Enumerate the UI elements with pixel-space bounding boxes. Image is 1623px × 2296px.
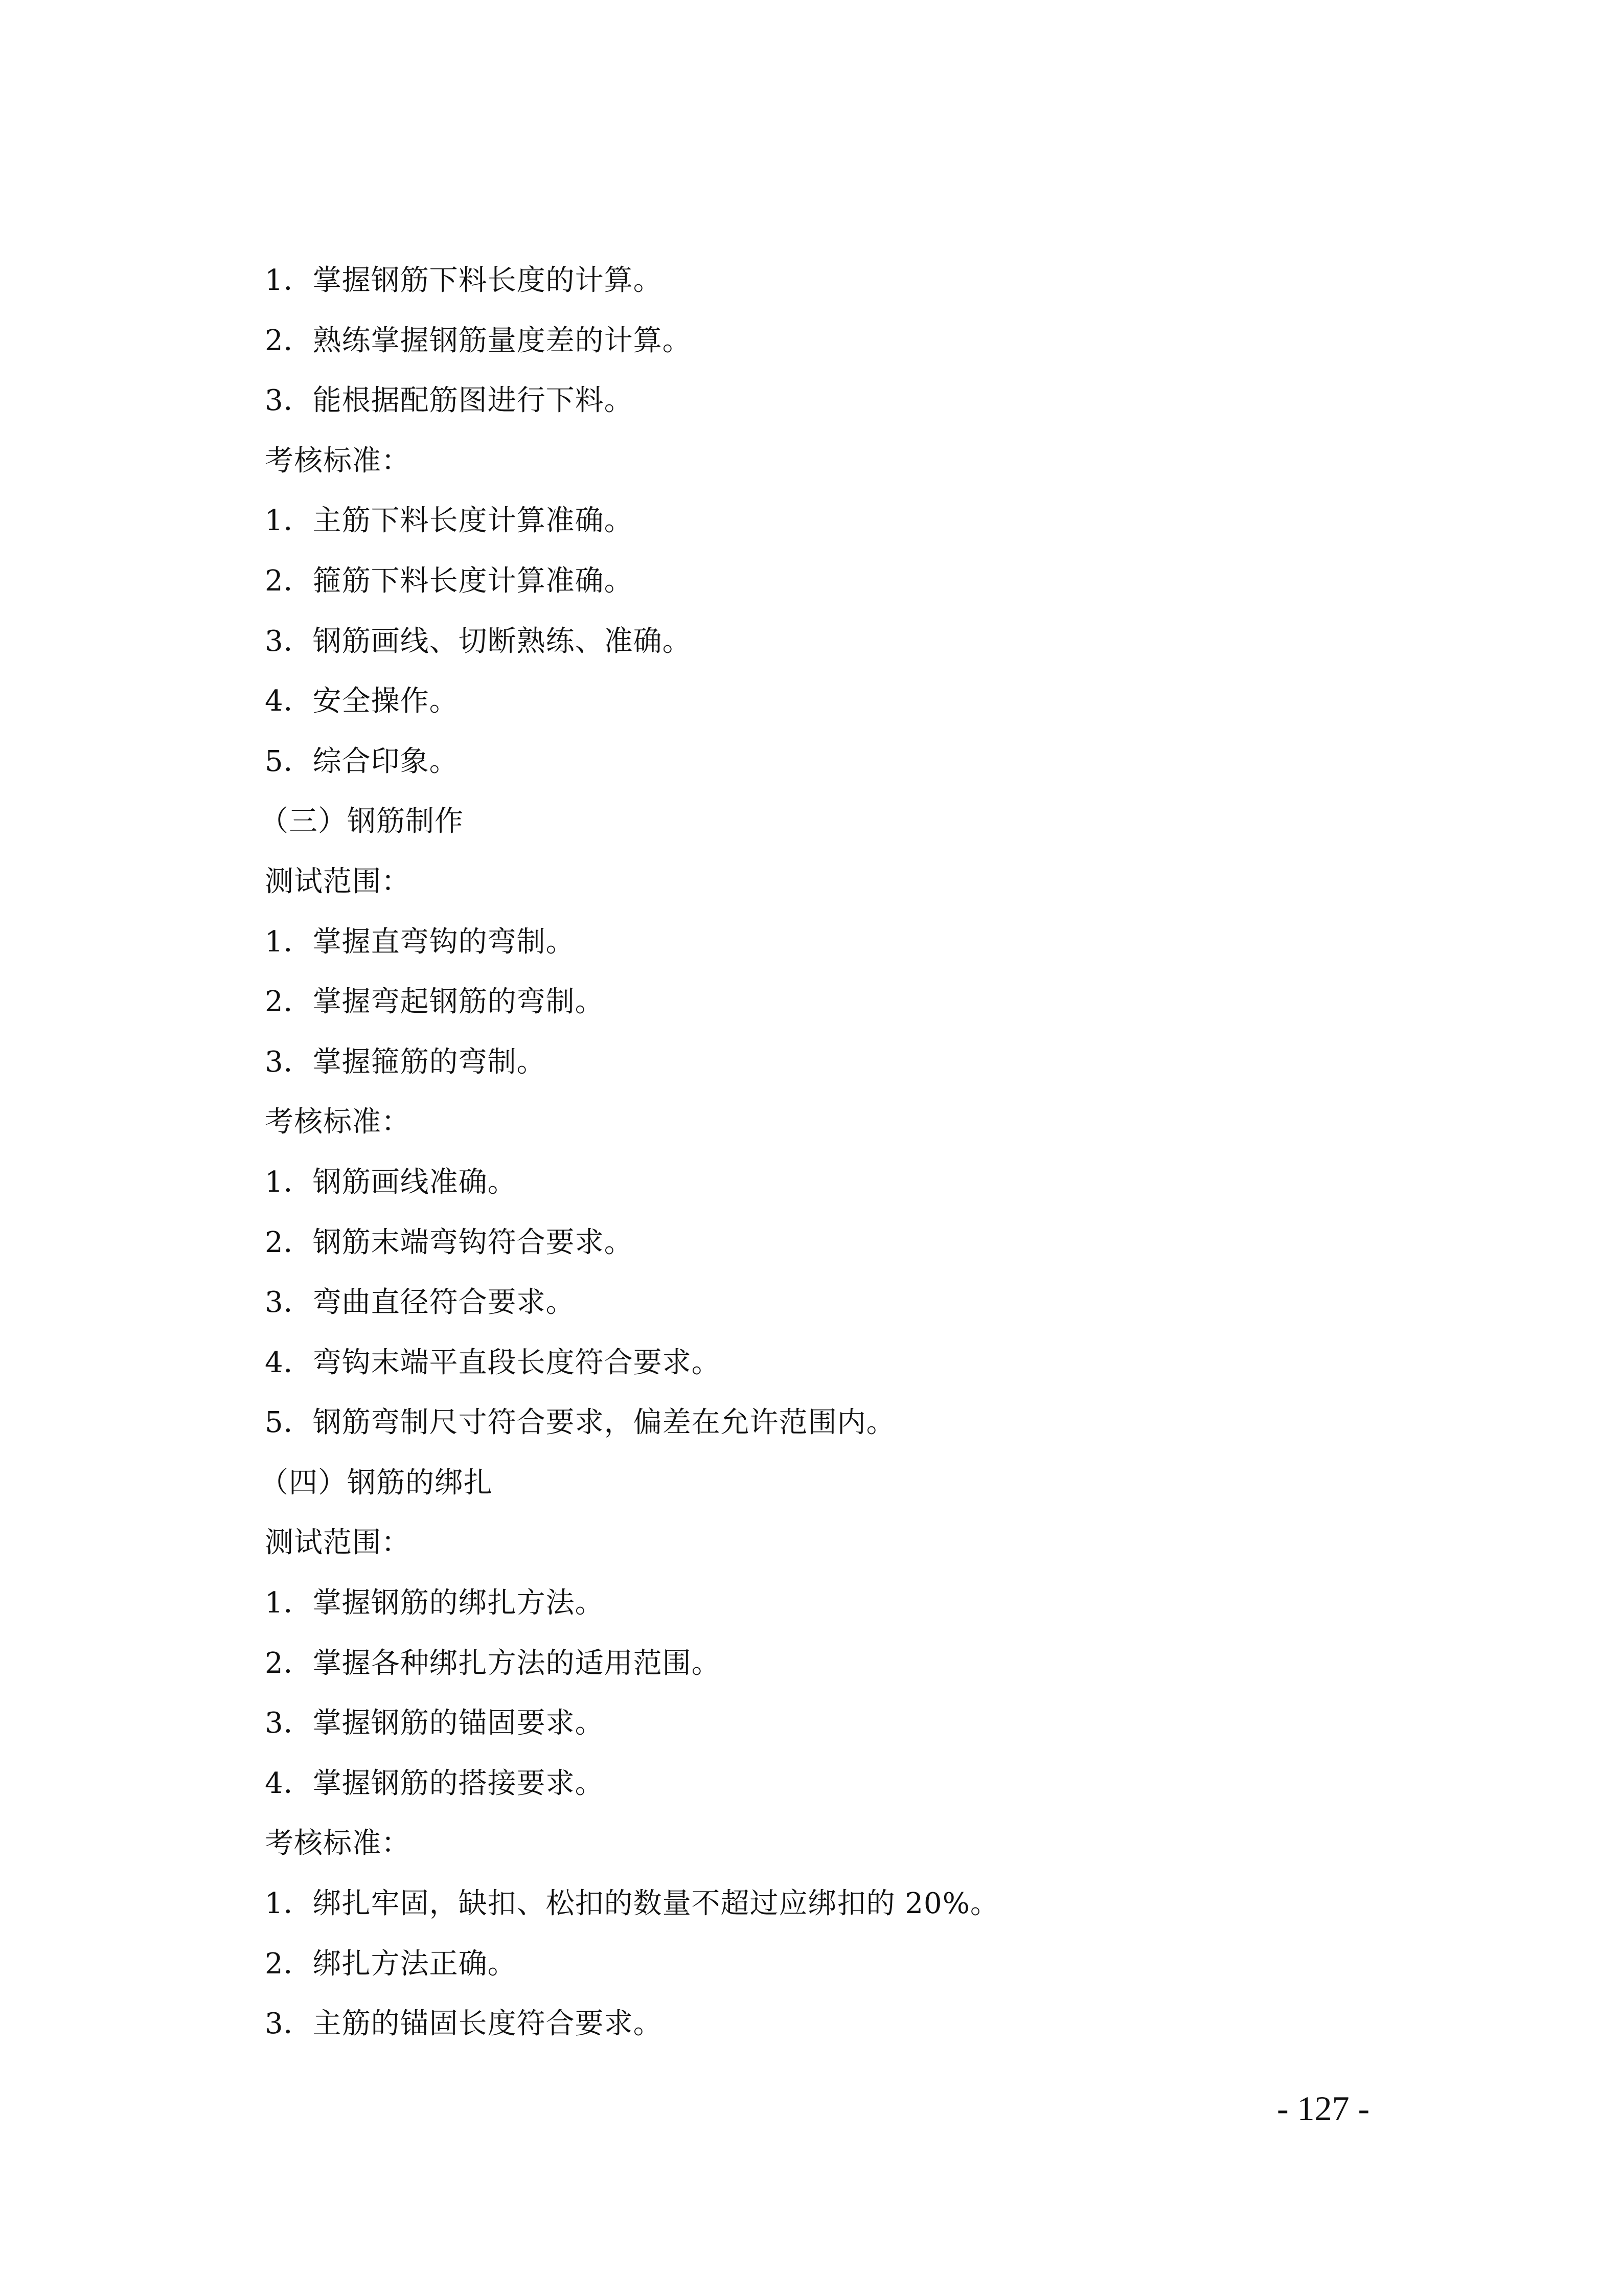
section-label: 考核标准：	[265, 1827, 410, 1860]
document-body	[260, 251, 1441, 2054]
list-item: 2．钢筋末端弯钩符合要求。	[265, 1225, 633, 1259]
list-item: 3．弯曲直径符合要求。	[265, 1286, 575, 1320]
list-item: 5．钢筋弯制尺寸符合要求，偏差在允许范围内。	[265, 1406, 896, 1440]
list-item: 1．钢筋画线准确。	[265, 1165, 517, 1199]
list-item: 1．绑扎牢固，缺扣、松扣的数量不超过应绑扣的 20%。	[265, 1887, 999, 1921]
list-item: 2．熟练掌握钢筋量度差的计算。	[265, 324, 692, 357]
list-item: 4．安全操作。	[265, 685, 459, 718]
list-item: 4．掌握钢筋的搭接要求。	[265, 1766, 604, 1800]
list-item: 1．掌握钢筋的绑扎方法。	[265, 1586, 604, 1620]
section-label: 测试范围：	[265, 865, 410, 898]
list-item: 2．箍筋下料长度计算准确。	[265, 564, 633, 598]
list-item: 3．掌握钢筋的锚固要求。	[265, 1707, 604, 1740]
page-number: - 127 -	[1277, 2089, 1370, 2128]
section-label: 考核标准：	[265, 444, 410, 478]
list-item: 3．钢筋画线、切断熟练、准确。	[265, 624, 692, 658]
list-item: 2．掌握各种绑扎方法的适用范围。	[265, 1646, 721, 1680]
list-item: 3．掌握箍筋的弯制。	[265, 1045, 546, 1079]
list-item: 1．掌握钢筋下料长度的计算。	[265, 264, 662, 297]
section-label: 测试范围：	[265, 1526, 410, 1560]
list-item: 3．主筋的锚固长度符合要求。	[265, 2007, 662, 2041]
list-item: 5．综合印象。	[265, 744, 459, 778]
list-item: 1．掌握直弯钩的弯制。	[265, 925, 575, 959]
list-item: 4．弯钩末端平直段长度符合要求。	[265, 1346, 721, 1379]
list-item: 1．主筋下料长度计算准确。	[265, 504, 633, 538]
section-heading: （四）钢筋的绑扎	[260, 1466, 493, 1499]
list-item: 2．绑扎方法正确。	[265, 1947, 517, 1981]
list-item: 2．掌握弯起钢筋的弯制。	[265, 985, 604, 1019]
list-item: 3．能根据配筋图进行下料。	[265, 384, 633, 418]
section-label: 考核标准：	[265, 1105, 410, 1139]
section-heading: （三）钢筋制作	[260, 805, 464, 838]
